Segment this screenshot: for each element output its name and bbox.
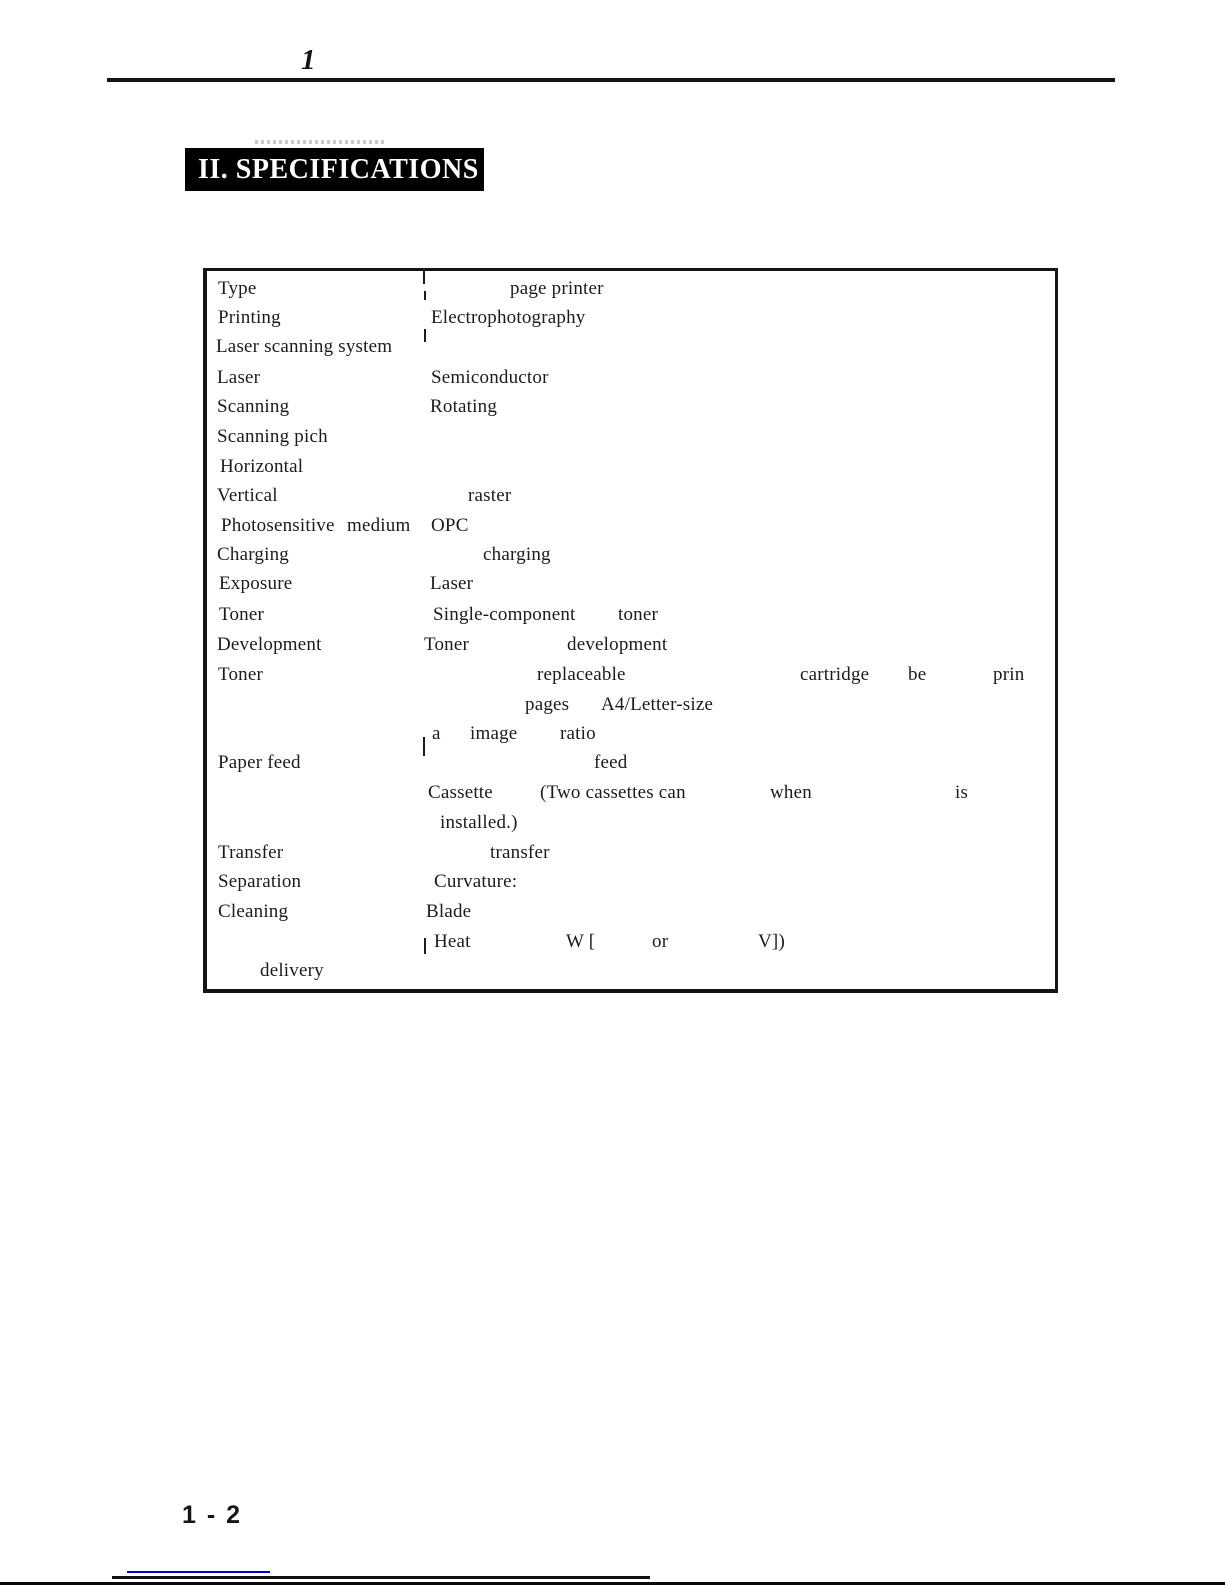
spec-value: Blade	[426, 901, 472, 922]
spec-value: or	[652, 931, 669, 952]
spec-value: A4/Letter-size	[601, 694, 714, 715]
spec-value: Toner	[424, 634, 470, 655]
spec-value: when	[770, 782, 812, 803]
column-divider-mark	[424, 938, 426, 954]
spec-label: Scanning pich	[217, 426, 328, 447]
spec-value: Single-component	[433, 604, 576, 625]
spec-value: installed.)	[440, 812, 518, 833]
spec-label: Development	[217, 634, 322, 655]
section-title-text: II. SPECIFICATIONS	[198, 153, 479, 185]
spec-value: W [	[566, 931, 596, 952]
spec-label: Separation	[218, 871, 302, 892]
spec-label: Toner	[218, 664, 264, 685]
spec-value: ratio	[560, 723, 596, 744]
spec-value: development	[567, 634, 668, 655]
spec-value: feed	[594, 752, 628, 773]
spec-label: Scanning	[217, 396, 290, 417]
column-divider-mark	[424, 291, 426, 300]
footer-blue-rule	[127, 1571, 270, 1573]
spec-label: Cleaning	[218, 901, 289, 922]
page-number: 1 - 2	[182, 1501, 243, 1529]
spec-label: Laser	[217, 367, 261, 388]
spec-value: transfer	[490, 842, 550, 863]
spec-value: a	[432, 723, 441, 744]
spec-label: Laser scanning system	[216, 336, 393, 357]
spec-label: Charging	[217, 544, 289, 565]
spec-value: charging	[483, 544, 551, 565]
spec-value: toner	[618, 604, 659, 625]
spec-value: replaceable	[537, 664, 626, 685]
spec-value: Rotating	[430, 396, 498, 417]
section-title-banner	[185, 148, 484, 191]
spec-label: Exposure	[219, 573, 293, 594]
spec-value: Semiconductor	[431, 367, 549, 388]
spec-value: is	[955, 782, 969, 803]
column-divider-mark	[423, 737, 425, 756]
spec-value: raster	[468, 485, 512, 506]
spec-value: V])	[758, 931, 785, 952]
spec-value: medium	[347, 515, 411, 536]
spec-value: prin	[993, 664, 1025, 685]
spec-value: Cassette	[428, 782, 493, 803]
chapter-number: 1	[301, 44, 316, 76]
footer-short-rule	[112, 1576, 650, 1579]
spec-label: Vertical	[217, 485, 278, 506]
column-divider-mark	[424, 329, 426, 342]
header-rule	[107, 78, 1115, 82]
spec-label: Printing	[218, 307, 281, 328]
scan-noise	[255, 140, 385, 144]
spec-label: Type	[218, 278, 257, 299]
spec-label: Horizontal	[220, 456, 304, 477]
spec-value: be	[908, 664, 927, 685]
spec-value: image	[470, 723, 518, 744]
spec-value: Curvature:	[434, 871, 518, 892]
spec-label: Toner	[219, 604, 265, 625]
column-divider-mark	[423, 268, 425, 284]
spec-value: Electrophotography	[431, 307, 586, 328]
spec-value: cartridge	[800, 664, 870, 685]
spec-table-border	[203, 268, 1058, 993]
spec-value: OPC	[431, 515, 469, 536]
spec-value: pages	[525, 694, 570, 715]
spec-value: Heat	[434, 931, 471, 952]
spec-label: Transfer	[218, 842, 284, 863]
spec-label: Paper feed	[218, 752, 301, 773]
spec-label: delivery	[260, 960, 324, 981]
spec-label: Photosensitive	[221, 515, 335, 536]
spec-value: page printer	[510, 278, 604, 299]
spec-value: (Two cassettes can	[540, 782, 686, 803]
spec-value: Laser	[430, 573, 474, 594]
